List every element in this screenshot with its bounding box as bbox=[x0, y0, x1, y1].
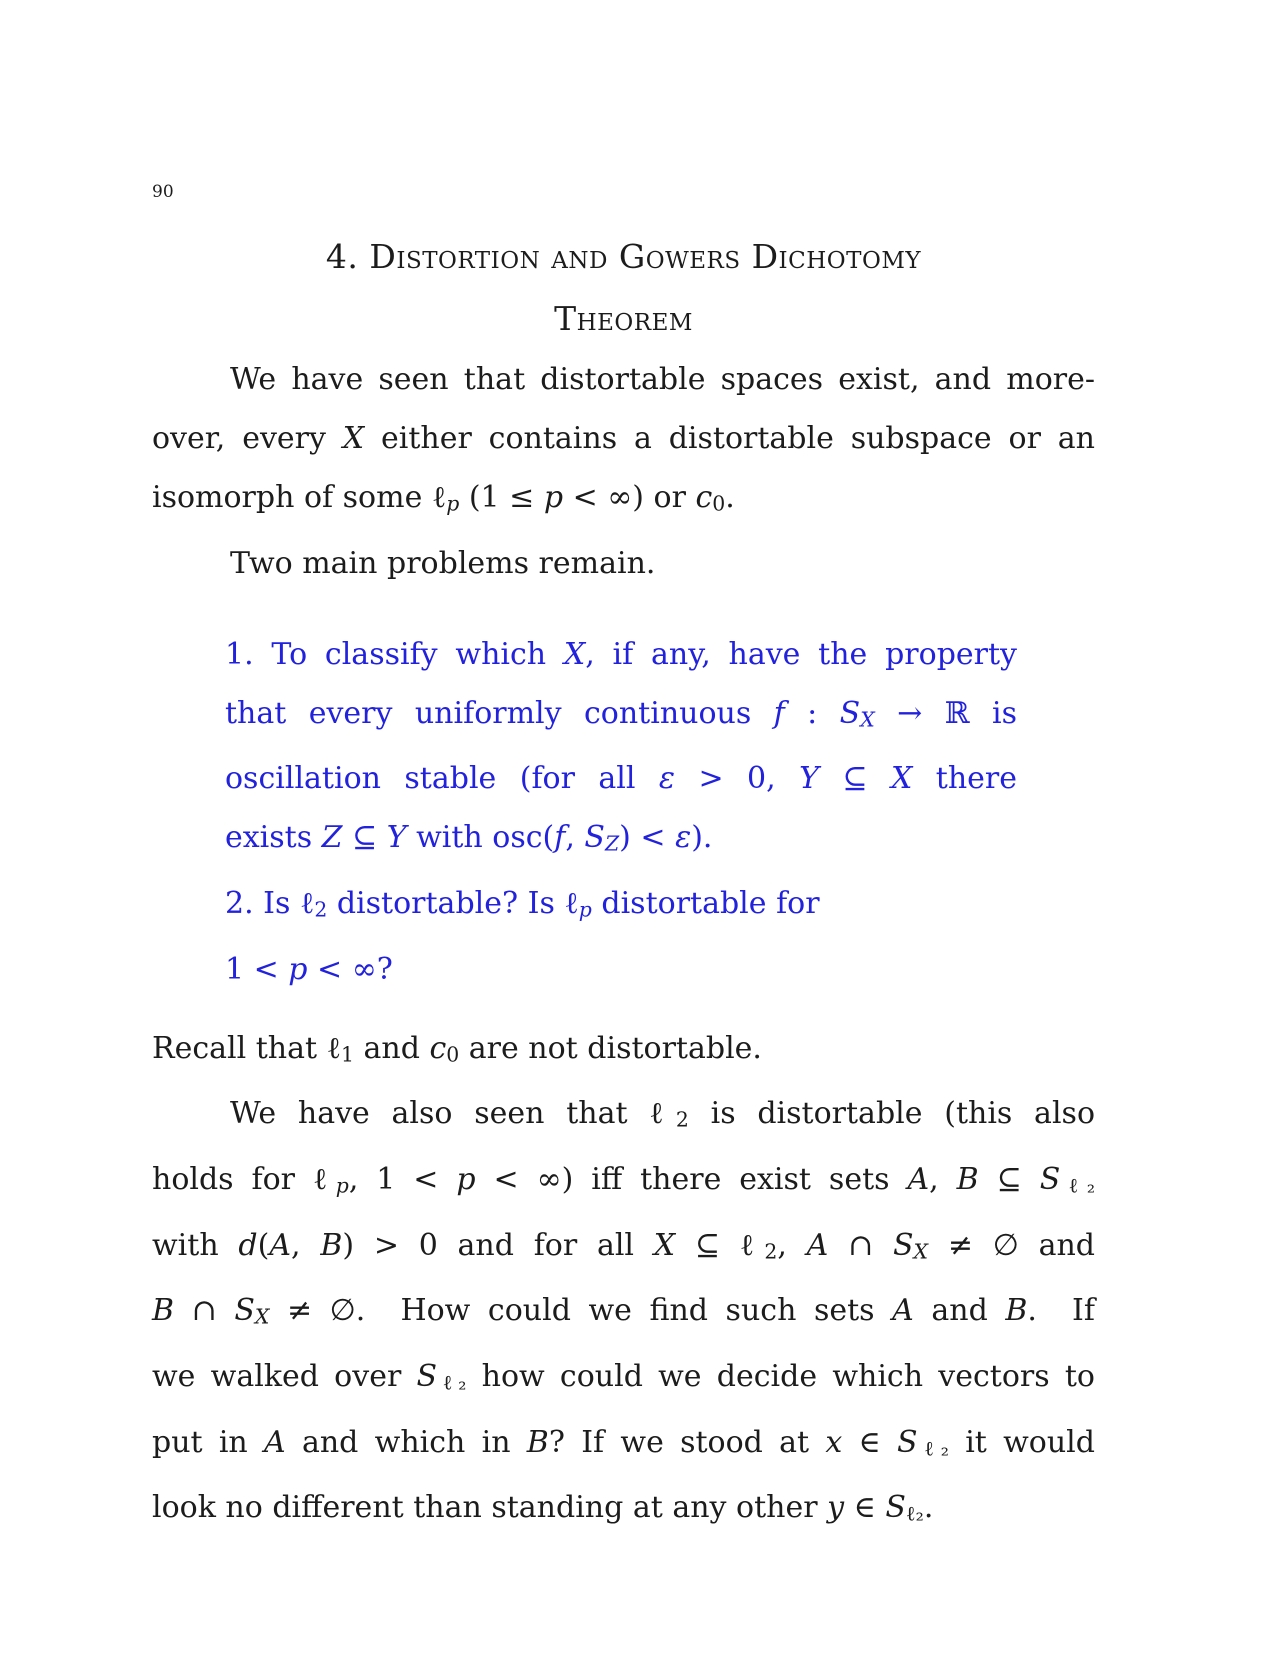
text-segment: ℓ₂ bbox=[1060, 1173, 1095, 1198]
text-segment: Y bbox=[799, 761, 819, 797]
text-segment: . bbox=[725, 480, 735, 515]
text-segment: ∩ bbox=[174, 1293, 235, 1329]
text-segment: S bbox=[885, 1490, 906, 1526]
text-segment: are not distortable. bbox=[459, 1030, 762, 1066]
text-segment: A bbox=[907, 1162, 930, 1198]
text-segment: with osc( bbox=[406, 820, 555, 856]
text-segment: A bbox=[806, 1227, 829, 1263]
text-segment: ∈ bbox=[844, 1490, 886, 1526]
text-segment: S bbox=[234, 1293, 255, 1329]
text-segment: 0 bbox=[446, 1042, 460, 1067]
text-segment: look no different than standing at any other bbox=[152, 1490, 828, 1526]
text-segment: We have also seen that bbox=[230, 1096, 650, 1132]
text-segment: ⊆ bbox=[978, 1162, 1040, 1198]
paragraph-recall bbox=[152, 1019, 1095, 1085]
text-line bbox=[225, 808, 1017, 874]
text-segment: exists bbox=[225, 820, 322, 856]
text-segment: (1 ≤ bbox=[459, 480, 544, 515]
section-title bbox=[152, 226, 1095, 350]
text-segment: A bbox=[892, 1293, 914, 1329]
text-segment: y bbox=[827, 1490, 845, 1526]
text-segment: Y bbox=[386, 820, 407, 856]
text-line bbox=[152, 1281, 1095, 1347]
text-segment: , 1 < bbox=[348, 1162, 457, 1198]
text-segment: f bbox=[554, 820, 566, 856]
text-segment: ε bbox=[675, 820, 692, 856]
text-segment: > 0, bbox=[675, 761, 800, 797]
text-segment: X bbox=[653, 1227, 676, 1263]
text-segment: X bbox=[563, 636, 586, 672]
text-segment: < ∞? bbox=[307, 951, 393, 987]
text-segment: c bbox=[429, 1030, 447, 1066]
text-segment: ℓ bbox=[299, 886, 315, 922]
text-segment: ℓ₂ bbox=[917, 1436, 949, 1461]
text-line bbox=[152, 409, 1095, 468]
text-segment: and bbox=[353, 1030, 430, 1066]
text-segment: we walked over bbox=[152, 1359, 417, 1395]
text-segment: < ∞) iff there exist sets bbox=[475, 1162, 908, 1198]
text-line bbox=[225, 684, 1017, 750]
text-segment: ⊆ bbox=[675, 1227, 740, 1263]
text-segment: , if any, have the property bbox=[585, 636, 1017, 672]
text-segment: S bbox=[839, 695, 861, 731]
text-segment: how could we decide which vectors to bbox=[466, 1359, 1095, 1395]
section-title-line-1: 4. Distortion and Gowers Dichotomy bbox=[325, 237, 922, 276]
text-segment: X bbox=[913, 1239, 929, 1264]
text-segment: f bbox=[773, 695, 785, 731]
text-segment: ( bbox=[257, 1227, 270, 1263]
text-segment: ≠ ∅ and bbox=[928, 1227, 1095, 1263]
text-segment: . If bbox=[1027, 1293, 1096, 1329]
text-line bbox=[152, 1084, 1095, 1150]
text-segment: x bbox=[825, 1424, 843, 1460]
text-segment: → ℝ is bbox=[874, 695, 1017, 731]
text-line bbox=[152, 350, 1095, 409]
text-segment: either contains a distortable subspace or an bbox=[364, 421, 1095, 456]
text-segment: : bbox=[784, 695, 840, 731]
text-line bbox=[152, 468, 1095, 534]
text-line bbox=[225, 940, 1017, 999]
text-segment: p bbox=[335, 1173, 349, 1198]
text-segment: p bbox=[578, 897, 592, 922]
text-line bbox=[225, 625, 1017, 684]
text-segment: Z bbox=[604, 832, 620, 857]
text-segment: ℓ bbox=[312, 1162, 336, 1198]
text-segment: there bbox=[912, 761, 1017, 797]
text-line bbox=[152, 1413, 1095, 1479]
text-segment: S bbox=[897, 1424, 918, 1460]
text-segment: ) < bbox=[619, 820, 676, 856]
text-segment: S bbox=[1039, 1162, 1061, 1198]
text-segment: that every uniformly continuous bbox=[225, 695, 774, 731]
text-segment: p bbox=[288, 951, 308, 987]
text-line bbox=[152, 534, 1095, 593]
text-segment: A bbox=[269, 1227, 292, 1263]
text-segment: holds for bbox=[152, 1162, 313, 1198]
text-segment: ℓ bbox=[564, 886, 579, 922]
text-line bbox=[225, 749, 1017, 808]
text-segment: B bbox=[1005, 1293, 1028, 1329]
paragraph-intro bbox=[152, 350, 1095, 534]
text-line bbox=[152, 1478, 1095, 1544]
text-segment: p bbox=[446, 491, 460, 516]
paragraph-distortable bbox=[152, 1084, 1095, 1544]
document-body bbox=[152, 350, 1095, 1544]
text-segment: ℓ bbox=[649, 1096, 676, 1132]
page-number: 90 bbox=[152, 182, 174, 202]
text-segment: , bbox=[777, 1227, 807, 1263]
text-line bbox=[152, 1019, 1095, 1085]
text-segment: Recall that bbox=[152, 1030, 327, 1066]
text-segment: 1 bbox=[340, 1042, 354, 1067]
text-line bbox=[152, 1150, 1095, 1216]
text-segment: Z bbox=[321, 820, 343, 856]
text-segment: B bbox=[526, 1424, 549, 1460]
paragraph-two-problems bbox=[152, 534, 1095, 593]
text-segment: B bbox=[956, 1162, 979, 1198]
text-segment: < ∞) or bbox=[563, 480, 696, 515]
text-segment: X bbox=[254, 1305, 270, 1330]
text-segment: . bbox=[923, 1490, 934, 1526]
text-segment: p bbox=[543, 480, 564, 515]
text-segment: , bbox=[565, 820, 585, 856]
text-segment: ⊆ bbox=[818, 761, 891, 797]
text-segment: We have seen that distortable spaces exist, and more- bbox=[230, 362, 1095, 397]
text-segment: ℓ bbox=[431, 480, 447, 515]
text-segment: 2 bbox=[675, 1108, 689, 1133]
text-segment: ∈ bbox=[842, 1424, 897, 1460]
text-segment: A bbox=[264, 1424, 286, 1460]
text-segment: and bbox=[913, 1293, 1006, 1329]
text-segment: d bbox=[238, 1227, 258, 1263]
text-segment: is distortable (this also bbox=[688, 1096, 1095, 1132]
text-segment: ⊆ bbox=[342, 820, 387, 856]
text-segment: ∩ bbox=[828, 1227, 893, 1263]
text-segment: with bbox=[152, 1227, 239, 1263]
text-segment: 2 bbox=[314, 897, 328, 922]
text-segment: , bbox=[929, 1162, 957, 1198]
text-segment: ? If we stood at bbox=[548, 1424, 826, 1460]
text-segment: 1 < bbox=[225, 951, 289, 987]
text-segment: X bbox=[342, 421, 365, 456]
text-segment: ℓ₂ bbox=[437, 1370, 467, 1395]
text-segment: X bbox=[890, 761, 913, 797]
text-segment: isomorph of some bbox=[152, 480, 432, 515]
text-segment: distortable? Is bbox=[327, 886, 565, 922]
text-segment: ε bbox=[658, 761, 676, 797]
section-title-line-2: Theorem bbox=[554, 299, 693, 338]
text-segment: S bbox=[416, 1359, 438, 1395]
text-segment: 1. To classify which bbox=[225, 636, 564, 672]
text-segment: S bbox=[584, 820, 605, 856]
text-segment: ). bbox=[691, 820, 713, 856]
text-segment: distortable for bbox=[591, 886, 820, 922]
text-segment: it would bbox=[948, 1424, 1095, 1460]
text-segment: 2. Is bbox=[225, 886, 300, 922]
text-segment: ℓ₂ bbox=[905, 1502, 924, 1527]
text-segment: , bbox=[291, 1227, 321, 1263]
text-segment: 2 bbox=[764, 1239, 778, 1264]
text-segment: ≠ ∅. How could we find such sets bbox=[269, 1293, 893, 1329]
text-line bbox=[225, 874, 1017, 940]
text-segment: ℓ bbox=[326, 1030, 341, 1066]
text-line bbox=[152, 1216, 1095, 1282]
text-segment: B bbox=[152, 1293, 175, 1329]
text-line bbox=[152, 1347, 1095, 1413]
text-segment: and which in bbox=[285, 1424, 527, 1460]
text-segment: c bbox=[695, 480, 713, 515]
text-segment: ℓ bbox=[739, 1227, 765, 1263]
problems-list bbox=[225, 625, 1017, 999]
text-segment: ) > 0 and for all bbox=[342, 1227, 654, 1263]
text-segment: p bbox=[456, 1162, 476, 1198]
text-segment: B bbox=[320, 1227, 343, 1263]
text-segment: X bbox=[860, 707, 875, 732]
text-segment: oscillation stable (for all bbox=[225, 761, 659, 797]
text-segment: put in bbox=[152, 1424, 265, 1460]
text-segment: over, every bbox=[152, 421, 343, 456]
text-segment: Two main problems remain. bbox=[230, 545, 656, 581]
text-segment: 0 bbox=[712, 491, 726, 516]
text-segment: S bbox=[892, 1227, 914, 1263]
